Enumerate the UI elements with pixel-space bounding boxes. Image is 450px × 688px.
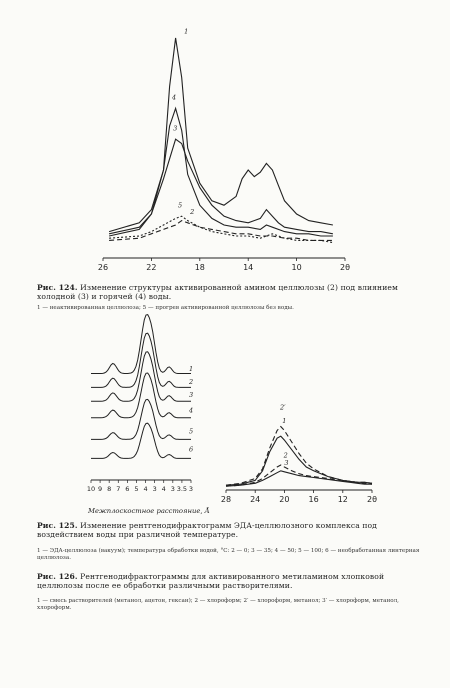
fig124-series-label-1: 1 bbox=[184, 27, 189, 36]
fig126-series-label-3: 3 bbox=[284, 459, 289, 468]
fig124-tick-label: 10 bbox=[291, 263, 302, 272]
fig126-caption-number: Рис. 126. bbox=[37, 572, 78, 581]
figure-126-chart bbox=[220, 390, 380, 510]
fig126-series-label-1: 1 bbox=[282, 416, 287, 425]
fig125-note: 1 — ЭДА-целлюлоза (вакуум); температура обработки водой, °С: 2 — 0; 3 — 35; 4 — 50; 5 — 100; 6 — необработанная линтерная целлюлоза. bbox=[37, 548, 420, 561]
fig124-tick-label: 14 bbox=[243, 263, 254, 272]
fig125-tick-label: 9 bbox=[98, 485, 103, 493]
fig126-tick-label: 28 bbox=[220, 495, 232, 504]
fig125-tick-label: 8 bbox=[107, 485, 112, 493]
fig124-series-1 bbox=[109, 38, 333, 232]
fig126-series-label-2′: 2′ bbox=[280, 403, 286, 412]
fig126-series-2′ bbox=[226, 427, 372, 486]
fig125-series-label-5: 5 bbox=[189, 427, 194, 436]
fig124-tick-label: 2θ bbox=[340, 263, 350, 272]
fig125-tick-label: 10 bbox=[86, 485, 96, 493]
fig124-series-label-5: 5 bbox=[178, 201, 183, 210]
fig125-tick-label: 3 bbox=[152, 485, 157, 493]
fig124-series-label-4: 4 bbox=[171, 93, 177, 102]
fig124-caption bbox=[37, 283, 427, 302]
fig125-tick-label: 7 bbox=[116, 485, 121, 493]
fig126-tick-label: 2θ bbox=[367, 495, 377, 504]
fig125-caption-text: Изменение рентгенодифрактограмм ЭДА-целлюлозного комплекса под воздействием воды при различной температуре. bbox=[37, 521, 377, 540]
fig125-series-5 bbox=[91, 399, 194, 439]
fig126-caption-text: Рентгенодифрактограммы для активированного метиламином хлопковой целлюлозы после ее обработки различными растворителями. bbox=[37, 572, 385, 591]
fig125-tick-label: 3.5 bbox=[176, 485, 188, 493]
figure-124-chart bbox=[95, 27, 365, 280]
fig126-series-1 bbox=[226, 436, 372, 485]
fig125-tick-label: 3 bbox=[170, 485, 175, 493]
fig125-caption-number: Рис. 125. bbox=[37, 521, 78, 530]
fig125-series-label-6: 6 bbox=[189, 445, 194, 454]
fig124-note: 1 — неактивированная целлюлоза; 5 — прогрев активированной целлюлозы без воды. bbox=[37, 305, 294, 311]
fig124-series-4 bbox=[109, 108, 333, 236]
fig125-series-1 bbox=[91, 315, 194, 374]
fig125-tick-label: 4 bbox=[143, 485, 148, 493]
fig125-series-label-2: 2 bbox=[189, 378, 194, 386]
fig126-caption bbox=[37, 572, 427, 591]
fig125-x-axis-label: Межплоскостное расстояние, Å bbox=[88, 507, 210, 515]
fig125-series-4 bbox=[91, 373, 194, 418]
fig125-tick-label: 5 bbox=[134, 485, 139, 493]
fig125-series-label-4: 4 bbox=[189, 406, 194, 415]
fig126-tick-label: 24 bbox=[250, 495, 261, 504]
fig124-series-label-2: 2 bbox=[190, 208, 195, 216]
fig126-tick-label: 16 bbox=[308, 495, 319, 504]
fig124-tick-label: 22 bbox=[146, 263, 157, 272]
fig124-caption-text: Изменение структуры активированной амином целлюлозы (2) под влиянием холодной (3) и горячей (4) воды. bbox=[37, 283, 398, 302]
fig125-series-label-3: 3 bbox=[189, 391, 194, 399]
fig124-caption-number: Рис. 124. bbox=[37, 283, 78, 292]
fig126-series-label-2: 2 bbox=[283, 451, 288, 460]
fig125-tick-label: 3 bbox=[188, 485, 194, 493]
fig125-caption bbox=[37, 521, 427, 540]
fig124-tick-label: 18 bbox=[194, 263, 205, 272]
fig124-tick-label: 26 bbox=[97, 263, 109, 272]
fig126-note: 1 — смесь растворителей (метанол, ацетон, гексан); 2 — хлороформ; 2′ — хлороформ, метанол; 3′ — хлороформ, метанол, хлороформ. bbox=[37, 598, 399, 611]
fig125-series-label-1: 1 bbox=[189, 365, 194, 373]
figure-125-chart bbox=[85, 338, 200, 508]
fig125-series-6 bbox=[91, 423, 194, 458]
fig126-tick-label: 20 bbox=[279, 495, 290, 504]
fig125-tick-label: 4 bbox=[161, 485, 166, 493]
fig124-series-label-3: 3 bbox=[173, 124, 178, 133]
fig126-tick-label: 12 bbox=[337, 495, 348, 504]
fig125-tick-label: 6 bbox=[125, 485, 130, 493]
